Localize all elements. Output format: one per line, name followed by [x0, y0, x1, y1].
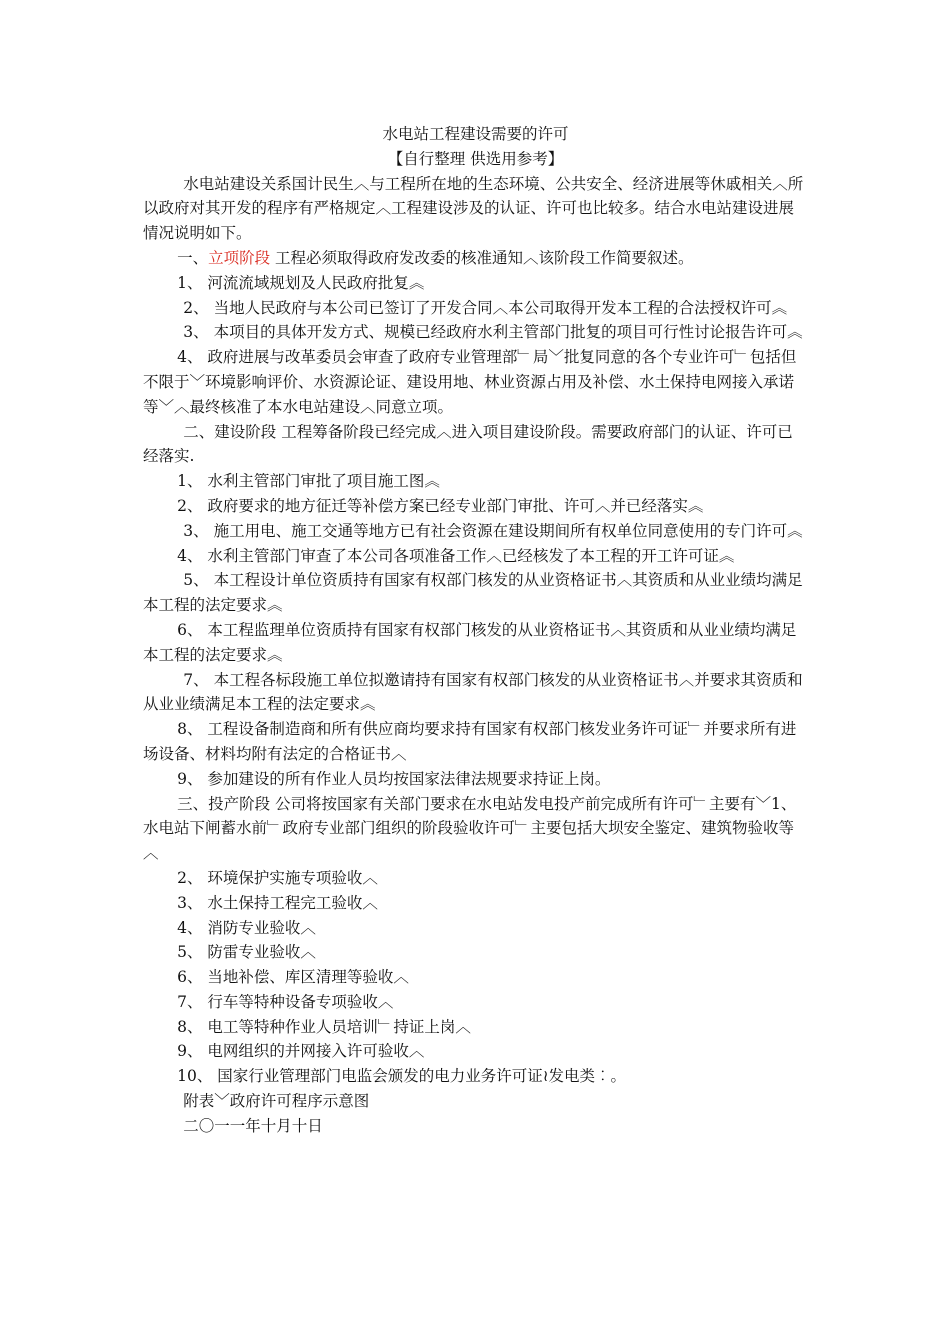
section-2-item: 7、 本工程各标段施工单位拟邀请持有国家有权部门核发的从业资格证书︿并要求其资质和从业业绩满足本工程的法定要求︽	[143, 670, 803, 714]
section-2-item: 1、 水利主管部门审批了项目施工图︽	[177, 472, 440, 491]
section-1-item: 2、 当地人民政府与本公司已签订了开发合同︿本公司取得开发本工程的合法授权许可︽	[183, 298, 788, 317]
section-3-item: 2、 环境保护实施专项验收︿	[177, 868, 378, 887]
section-1-heading	[143, 246, 808, 271]
section-2-item: 5、 本工程设计单位资质持有国家有权部门核发的从业资格证书︿其资质和从业业绩均满足本工程的法定要求︽	[143, 571, 803, 615]
section-1-heading-rest: 工程必须取得政府发改委的核准通知︿该阶段工作简要叙述。	[270, 248, 694, 267]
section-1-item: 3、 本项目的具体开发方式、规模已经政府水利主管部门批复的项目可行性讨论报告许可︽	[183, 323, 803, 342]
section-2-heading: 二、建设阶段 工程筹备阶段已经完成︿进入项目建设阶段。需要政府部门的认证、许可已经落实.	[143, 422, 793, 466]
document-body	[143, 122, 808, 1139]
document-title: 水电站工程建设需要的许可	[382, 125, 569, 143]
section-2-item: 3、 施工用电、施工交通等地方已有社会资源在建设期间所有权单位同意使用的专门许可︽	[183, 521, 803, 540]
section-3-item: 10、 国家行业管理部门电监会颁发的电力业务许可证≀发电类︰。	[177, 1067, 627, 1086]
section-2-item: 9、 参加建设的所有作业人员均按国家法律法规要求持证上岗。	[177, 769, 611, 788]
section-3-item: 4、 消防专业验收︿	[177, 918, 316, 937]
section-3-item: 9、 电网组织的并网接入许可验收︿	[177, 1042, 425, 1061]
section-2-item: 6、 本工程监理单位资质持有国家有权部门核发的从业资格证书︿其资质和从业业绩均满足本工程的法定要求︽	[143, 620, 797, 664]
section-3-item: 6、 当地补偿、库区清理等验收︿	[177, 968, 409, 987]
document-subtitle: 【自行整理 供选用参考】	[387, 149, 564, 168]
section-3-item: 7、 行车等特种设备专项验收︿	[177, 992, 394, 1011]
intro-paragraph: 水电站建设关系国计民生︿与工程所在地的生态环境、公共安全、经济进展等休戚相关︿所以政府对其开发的程序有严格规定︿工程建设涉及的认证、许可也比较多。结合水电站建设进展情况说明如下。	[143, 174, 804, 243]
section-3-item: 8、 电工等特种作业人员培训﹂持证上岗︿	[177, 1017, 471, 1036]
appendix-note: 附表﹀政府许可程序示意图	[183, 1092, 370, 1111]
section-1-prefix: 一、	[177, 248, 209, 267]
section-2-item: 8、 工程设备制造商和所有供应商均要求持有国家有权部门核发业务许可证﹂并要求所有进场设备、材料均附有法定的合格证书︿	[143, 720, 797, 763]
section-2-item: 4、 水利主管部门审查了本公司各项准备工作︿已经核发了本工程的开工许可证︽	[177, 546, 735, 565]
section-1-item: 1、 河流流域规划及人民政府批复︽	[177, 273, 425, 292]
document-date: 二〇一一年十月十日	[183, 1116, 323, 1135]
section-3-item: 3、 水土保持工程完工验收︿	[177, 893, 378, 912]
section-1-item: 4、 政府进展与改革委员会审查了政府专业管理部﹂局﹀批复同意的各个专业许可﹂包括但不限于﹀环境影响评价、水资源论证、建设用地、林业资源占用及补偿、水土保持电网接入承诺等﹀︿最终核准了本水电站建设︿同意立项。	[143, 348, 797, 416]
section-1-highlight: 立项阶段	[208, 248, 271, 267]
section-3-item: 5、 防雷专业验收︿	[177, 943, 316, 962]
section-3-heading: 三、投产阶段 公司将按国家有关部门要求在水电站发电投产前完成所有许可﹂主要有﹀1、 水电站下闸蓄水前﹂政府专业部门组织的阶段验收许可﹂主要包括大坝安全鉴定、建筑物验收等︿	[143, 794, 797, 863]
section-2-item: 2、 政府要求的地方征迁等补偿方案已经专业部门审批、许可︿并已经落实︽	[177, 496, 704, 515]
